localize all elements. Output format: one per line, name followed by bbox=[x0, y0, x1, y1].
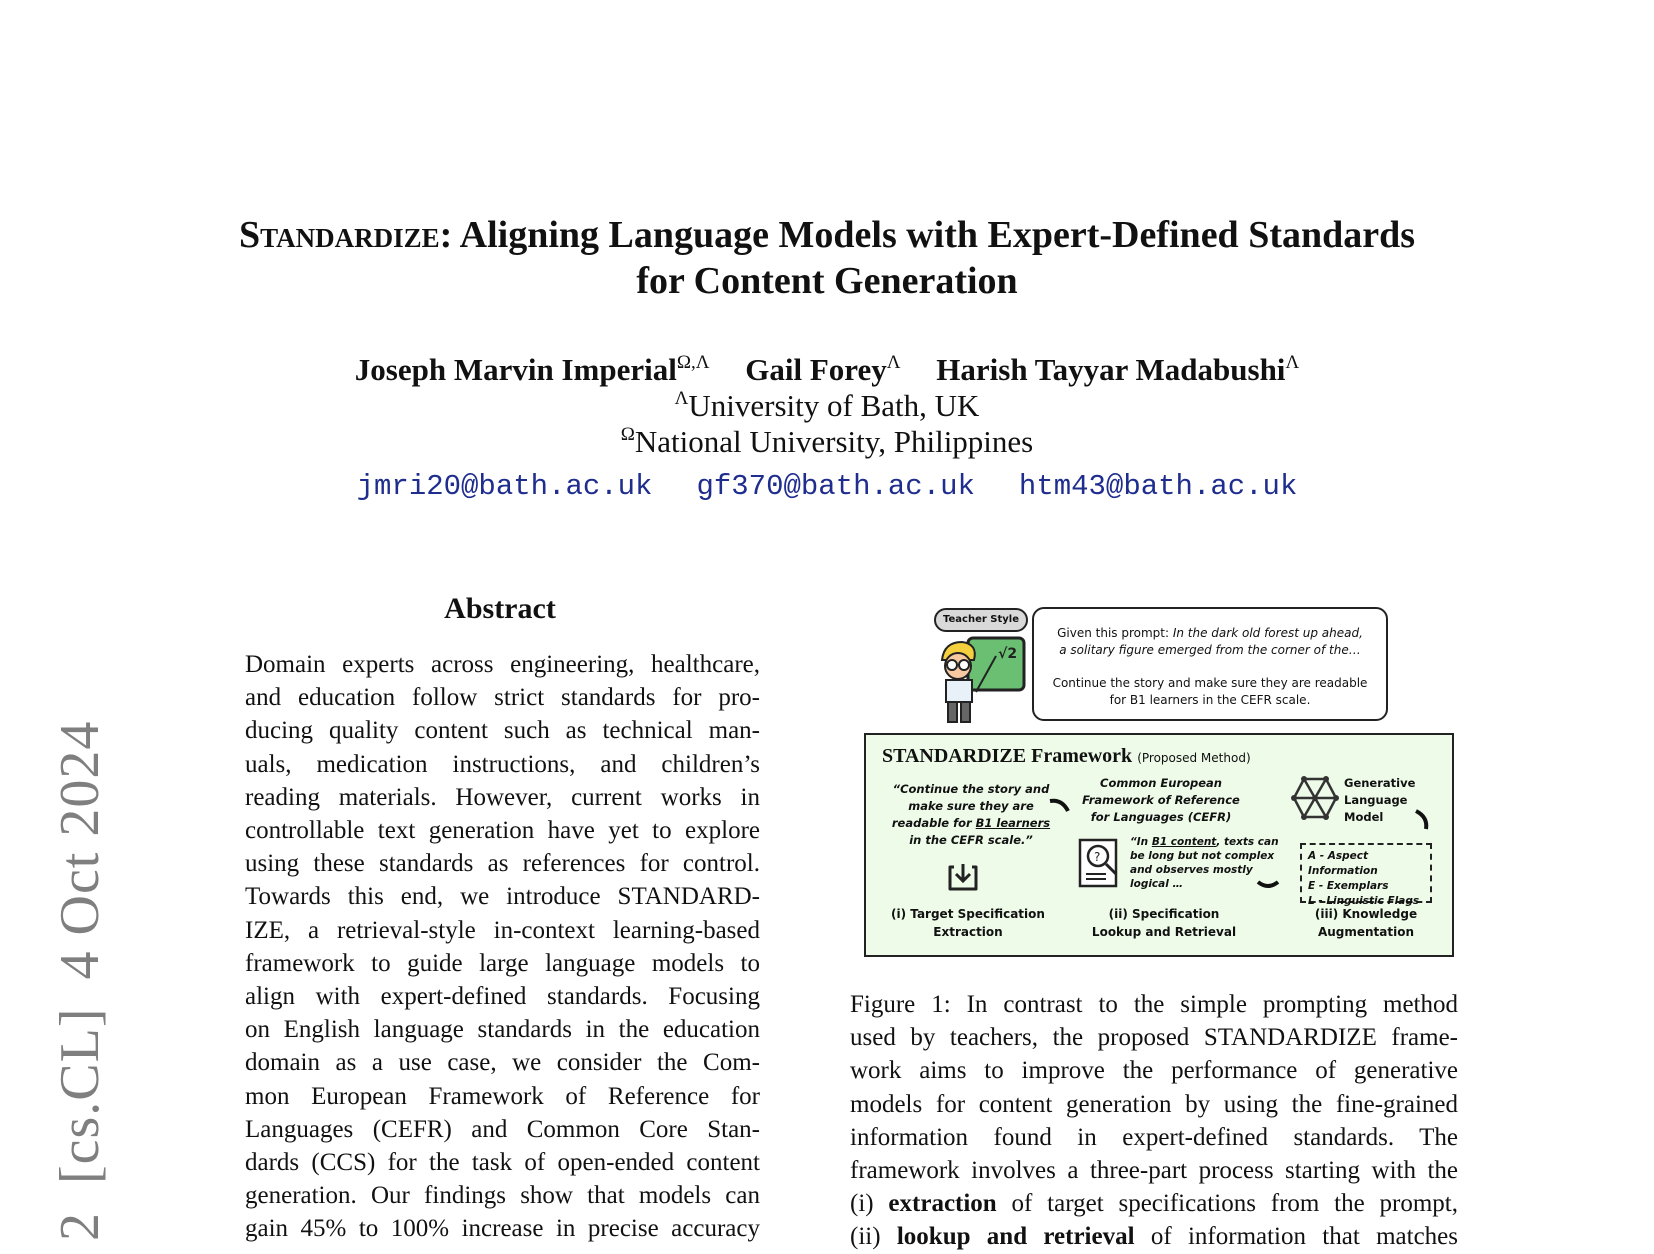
figure-1-caption bbox=[850, 988, 1458, 1254]
caption-line: (ii) lookup and retrieval of information that matches bbox=[850, 1223, 1458, 1251]
caption-line: (i) extraction of target specifications from the prompt, bbox=[850, 1190, 1458, 1218]
abstract-heading: Abstract bbox=[444, 592, 556, 625]
abstract-line: framework to guide large language models to bbox=[245, 949, 760, 977]
step-lookup-retrieval: (ii) Specification Lookup and Retrieval bbox=[1091, 907, 1237, 939]
caption-line: used by teachers, the proposed STANDARDIZE frame- bbox=[850, 1024, 1458, 1052]
abstract-line: ducing quality content such as technical man- bbox=[245, 717, 760, 745]
step-knowledge-augmentation: (iii) Knowledge Augmentation bbox=[1314, 907, 1418, 939]
affiliation: $^\Omega$National University, Philippines bbox=[620, 424, 1034, 459]
abstract-line: IZE, a retrieval-style in-context learning-based bbox=[245, 916, 760, 944]
curved-arrow-icon bbox=[1048, 797, 1072, 815]
cefr-label: Common European Framework of Reference for Languages (CEFR) bbox=[1082, 776, 1240, 824]
author: Joseph Marvin Imperial$^{\Omega,\Lambda}$ bbox=[354, 352, 710, 387]
arxiv-id-fragment: 2 bbox=[49, 1212, 111, 1241]
paper-title bbox=[150, 212, 1504, 304]
abstract-line: and education follow strict standards for pro- bbox=[245, 684, 760, 712]
cefr-spec-quote: “In B1 content, texts can be long but not complex and observes mostly logical … bbox=[1130, 836, 1279, 890]
abstract-line: mon European Framework of Reference for bbox=[245, 1082, 760, 1110]
abstract-line: domain as a use case, we consider the Com- bbox=[245, 1049, 760, 1077]
email-link[interactable]: jmri20@bath.ac.uk bbox=[356, 470, 653, 503]
abstract-line: Languages (CEFR) and Common Core Stan- bbox=[245, 1115, 760, 1143]
caption-line: Figure 1: In contrast to the simple prompting method bbox=[850, 991, 1458, 1018]
abstract-line: Towards this end, we introduce STANDARD- bbox=[245, 883, 760, 911]
author-emails bbox=[150, 470, 1504, 503]
caption-line: models for content generation by using the fine-grained bbox=[850, 1090, 1458, 1118]
neural-network-icon bbox=[1290, 775, 1340, 821]
caption-line: information found in expert-defined standards. The bbox=[850, 1123, 1458, 1151]
abstract-body bbox=[245, 648, 760, 1246]
abstract-line: reading materials. However, current works in bbox=[245, 783, 760, 811]
author: Harish Tayyar Madabushi$^\Lambda$ bbox=[936, 352, 1300, 387]
email-link[interactable]: gf370@bath.ac.uk bbox=[696, 470, 975, 503]
caption-line: work aims to improve the performance of generative bbox=[850, 1057, 1458, 1085]
arxiv-category: [cs.CL] bbox=[49, 1007, 111, 1184]
title-system-name: Standardize bbox=[238, 214, 440, 256]
abstract-line: dards (CCS) for the task of open-ended content bbox=[245, 1149, 760, 1177]
caption-line: framework involves a three-part process starting with the bbox=[850, 1157, 1458, 1185]
teacher-icon bbox=[934, 634, 1030, 726]
download-icon bbox=[946, 861, 980, 893]
step-extraction: (i) Target Specification Extraction bbox=[891, 907, 1045, 939]
framework-title: STANDARDIZE Framework (Proposed Method) bbox=[882, 745, 1251, 767]
standardize-framework-box bbox=[864, 733, 1454, 957]
author-list bbox=[150, 352, 1504, 388]
teacher-prompt-box: Given this prompt: In the dark old forest up ahead, a solitary figure emerged from the corner of the… Continue the story and make sure they are readable for B1 learners in the CEFR scale. bbox=[1032, 607, 1388, 721]
target-spec-quote: “Continue the story and make sure they are readable for B1 learners in the CEFR scale.” bbox=[891, 782, 1051, 847]
title-line-2: for Content Generation bbox=[636, 260, 1018, 302]
knowledge-augmentation-box: A - Aspect Information E - Exemplars L - Linguistic Flags bbox=[1300, 843, 1432, 903]
generative-model-label: Generative Language Model bbox=[1344, 776, 1416, 824]
figure-1 bbox=[860, 602, 1458, 960]
abstract-line: using these standards as references for control. bbox=[245, 850, 760, 878]
title-line-1: : Aligning Language Models with Expert-Defined Standards bbox=[439, 214, 1416, 256]
document-search-icon bbox=[1072, 836, 1128, 892]
teacher-style-badge: Teacher Style bbox=[934, 608, 1028, 632]
abstract-line: on English language standards in the education bbox=[245, 1016, 760, 1044]
abstract-line: generation. Our findings show that models can bbox=[245, 1182, 760, 1210]
curved-arrow-icon bbox=[1256, 878, 1282, 892]
arxiv-stamp bbox=[48, 693, 112, 1241]
affiliation: $^\Lambda$University of Bath, UK bbox=[674, 388, 980, 423]
abstract-line: Domain experts across engineering, healthcare, bbox=[245, 651, 760, 678]
email-link[interactable]: htm43@bath.ac.uk bbox=[1018, 470, 1298, 503]
abstract-line: controllable text generation have yet to explore bbox=[245, 817, 760, 845]
abstract-line: gain 45% to 100% increase in precise accuracy bbox=[245, 1215, 760, 1243]
abstract-line: align with expert-defined standards. Focusing bbox=[245, 983, 760, 1011]
svg-text:?: ? bbox=[1094, 850, 1101, 864]
arxiv-date: 4 Oct 2024 bbox=[49, 720, 111, 980]
author: Gail Forey$^\Lambda$ bbox=[745, 352, 901, 387]
abstract-line: uals, medication instructions, and children’s bbox=[245, 750, 760, 778]
svg-text:√2: √2 bbox=[998, 646, 1018, 662]
curved-arrow-icon bbox=[1414, 809, 1432, 831]
